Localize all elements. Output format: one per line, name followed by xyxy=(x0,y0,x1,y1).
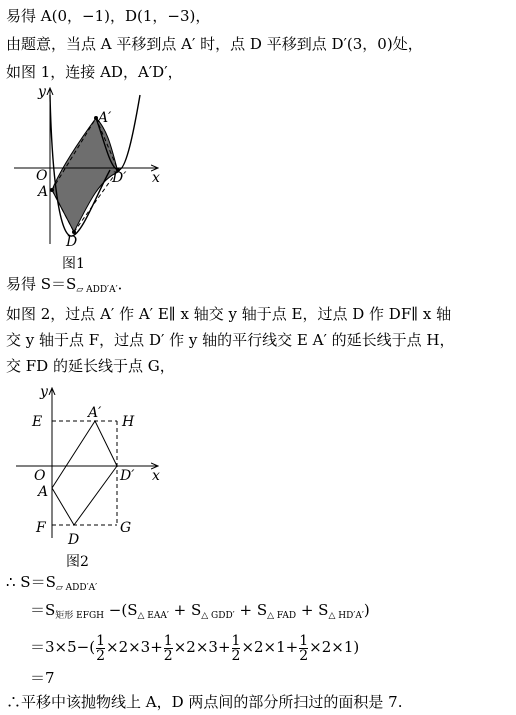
s2-f: ) xyxy=(363,601,370,619)
s3-e: ×2×1) xyxy=(309,638,360,656)
fig1-label-x: x xyxy=(152,170,160,186)
frac2-num: 1 xyxy=(163,632,173,649)
frac4-num: 1 xyxy=(299,632,309,649)
fig1-label-y: y xyxy=(38,84,46,100)
s2-b: −(S xyxy=(104,601,138,619)
s2-a: ＝S xyxy=(30,601,56,619)
frac1-num: 1 xyxy=(96,632,105,649)
s2-e: + S xyxy=(296,601,329,619)
fig2-label-A1: A′ xyxy=(88,405,102,421)
frac3-num: 1 xyxy=(231,632,241,649)
line-4-a: 易得 S＝S xyxy=(6,275,77,293)
solution-line-3 xyxy=(30,630,359,664)
s3-a: ＝3×5−( xyxy=(30,638,96,656)
s2-d: + S xyxy=(234,601,268,619)
s1-a: ∴ S＝S xyxy=(6,573,56,591)
fraction-4 xyxy=(299,634,308,663)
line-7: 交 FD 的延长线于点 G， xyxy=(6,357,175,375)
s2-sub3: △ GDD′ xyxy=(201,611,235,621)
line-4-sub: ▱ ADD′A′ xyxy=(76,285,118,295)
fig2-caption: 图2 xyxy=(66,554,89,570)
frac3-den: 2 xyxy=(231,647,241,664)
s3-b: ×2×3+ xyxy=(106,638,163,656)
s2-sub1: 矩形 EFGH xyxy=(55,611,104,621)
fig1-caption: 图1 xyxy=(62,256,85,272)
line-1: 易得 A(0，−1)，D(1，−3)， xyxy=(6,7,211,25)
fig1-label-o: O xyxy=(36,168,48,184)
line-4-b: ． xyxy=(117,275,133,293)
fig2-label-F: F xyxy=(36,520,46,536)
s2-sub2: △ EAA′ xyxy=(137,611,169,621)
fig2-label-x: x xyxy=(152,468,160,484)
line-3: 如图 1，连接 AD，A′D′， xyxy=(6,63,183,81)
fig2-label-H: H xyxy=(122,414,135,430)
fraction-1 xyxy=(96,634,105,663)
frac4-den: 2 xyxy=(299,647,309,664)
fraction-2 xyxy=(164,634,173,663)
solution-line-4: ＝7 xyxy=(30,669,55,687)
s3-d: ×2×1+ xyxy=(241,638,299,656)
frac1-den: 2 xyxy=(96,647,105,664)
fig2-label-E: E xyxy=(32,414,43,430)
s1-sub: ▱ ADD′A′ xyxy=(55,583,98,593)
line-5: 如图 2，过点 A′ 作 A′ E∥ x 轴交 y 轴于点 E，过点 D 作 DF∥ x 轴 xyxy=(6,305,452,323)
line-4 xyxy=(6,274,133,300)
line-2: 由题意，当点 A 平移到点 A′ 时，点 D 平移到点 D′(3，0)处， xyxy=(6,35,423,53)
s3-c: ×2×3+ xyxy=(173,638,231,656)
fig2-label-A: A xyxy=(38,484,49,500)
parallelogram xyxy=(52,421,117,525)
fig2-label-G: G xyxy=(120,520,132,536)
fig1-label-A: A xyxy=(38,184,49,200)
solution-line-2 xyxy=(30,600,370,626)
s2-sub4: △ FAD xyxy=(267,611,297,621)
fig1-label-D1: D′ xyxy=(112,170,127,186)
frac2-den: 2 xyxy=(163,647,173,664)
s2-sub5: △ HD′A′ xyxy=(328,611,364,621)
line-6: 交 y 轴于点 F，过点 D′ 作 y 轴的平行线交 E A′ 的延长线于点 H， xyxy=(6,331,455,349)
conclusion: ∴平移中该抛物线上 A，D 两点间的部分所扫过的面积是 7. xyxy=(6,693,403,711)
solution-line-1 xyxy=(6,572,97,598)
fig1-label-A1: A′ xyxy=(98,110,112,126)
fraction-3 xyxy=(232,634,241,663)
fig1-label-D: D xyxy=(66,234,78,250)
fig2-label-y: y xyxy=(40,384,48,400)
fig2-label-D1: D′ xyxy=(120,468,135,484)
s2-c: + S xyxy=(168,601,202,619)
fig2-label-D: D xyxy=(68,532,80,548)
fig2-label-o: O xyxy=(34,468,46,484)
